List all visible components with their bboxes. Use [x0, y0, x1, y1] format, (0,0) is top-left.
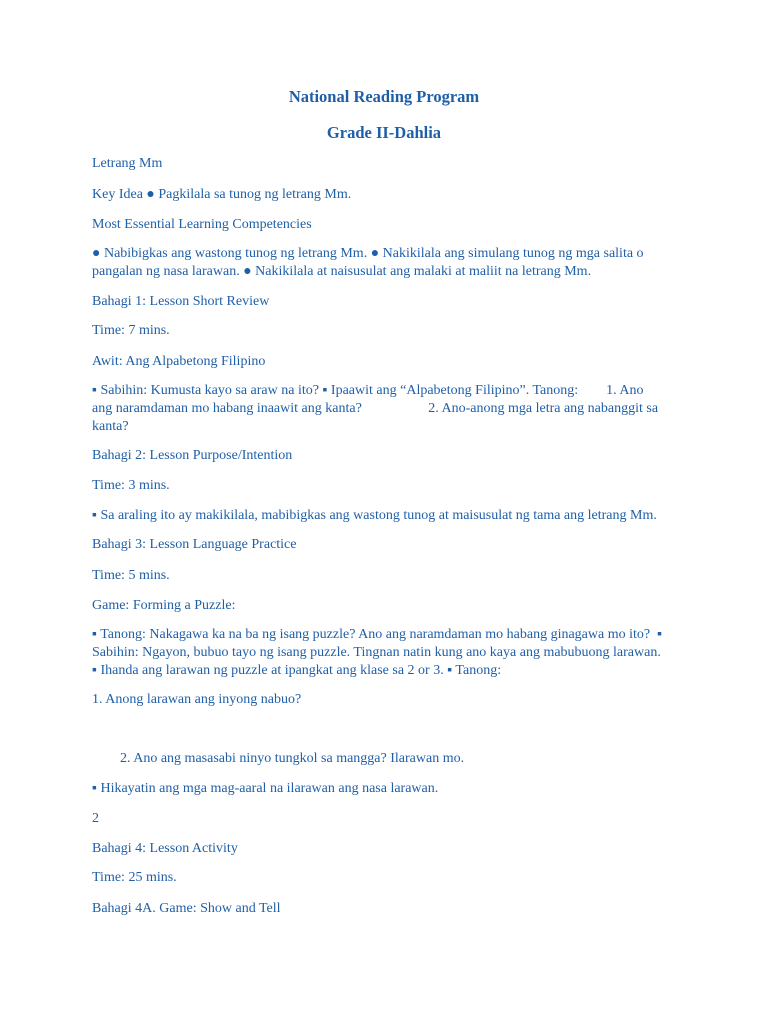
page-number: 2: [92, 811, 99, 826]
letter-heading: Letrang Mm: [92, 156, 163, 171]
part3-heading: Bahagi 3: Lesson Language Practice: [92, 537, 297, 552]
document-subtitle: Grade II-Dahlia: [326, 123, 442, 142]
part4-subheading: Bahagi 4A. Game: Show and Tell: [92, 901, 281, 916]
competencies-heading: Most Essential Learning Competencies: [92, 217, 312, 232]
part1-song: Awit: Ang Alpabetong Filipino: [92, 354, 266, 369]
part1-line: ang naramdaman mo habang inaawit ang kanta? 2. Ano-anong mga letra ang nabanggit sa: [92, 401, 659, 416]
part2-text: ▪ Sa araling ito ay makikilala, mabibigkas ang wastong tunog at maisusulat ng tama ang letrang Mm.: [92, 508, 657, 523]
document-title: National Reading Program: [288, 87, 480, 106]
part1-paragraph: [92, 382, 682, 436]
part3-time: Time: 5 mins.: [92, 568, 170, 583]
part3-line: Sabihin: Ngayon, bubuo tayo ng isang puzzle. Tingnan natin kung ano kaya ang mabubuong larawan.: [92, 645, 661, 660]
part4-time: Time: 25 mins.: [92, 870, 177, 885]
part1-line: kanta?: [92, 419, 129, 434]
competencies-line: ● Nabibigkas ang wastong tunog ng letrang Mm. ● Nakikilala ang simulang tunog ng mga salita o: [92, 246, 644, 261]
part3-question-1: 1. Anong larawan ang inyong nabuo?: [92, 692, 302, 707]
key-idea: Key Idea ● Pagkilala sa tunog ng letrang Mm.: [92, 187, 352, 202]
part1-heading: Bahagi 1: Lesson Short Review: [92, 294, 270, 309]
part4-heading: Bahagi 4: Lesson Activity: [92, 841, 238, 856]
competencies-line: pangalan ng nasa larawan. ● Nakikilala at naisusulat ang malaki at maliit na letrang Mm.: [92, 264, 592, 279]
part3-line: ▪ Tanong: Nakagawa ka na ba ng isang puzzle? Ano ang naramdaman mo habang ginagawa mo ito? ▪: [92, 627, 663, 642]
part3-paragraph: [92, 626, 682, 680]
part3-question-2: 2. Ano ang masasabi ninyo tungkol sa mangga? Ilarawan mo.: [120, 751, 465, 766]
part3-encourage: ▪ Hikayatin ang mga mag-aaral na ilarawan ang nasa larawan.: [92, 781, 439, 796]
competencies-paragraph: [92, 245, 682, 281]
part3-game: Game: Forming a Puzzle:: [92, 598, 236, 613]
part2-heading: Bahagi 2: Lesson Purpose/Intention: [92, 448, 293, 463]
part2-time: Time: 3 mins.: [92, 478, 170, 493]
part3-line: ▪ Ihanda ang larawan ng puzzle at ipangkat ang klase sa 2 or 3. ▪ Tanong:: [92, 663, 502, 678]
part1-line: ▪ Sabihin: Kumusta kayo sa araw na ito? ▪ Ipaawit ang “Alpabetong Filipino”. Tanong: 1. Ano: [92, 383, 644, 398]
part1-time: Time: 7 mins.: [92, 323, 170, 338]
